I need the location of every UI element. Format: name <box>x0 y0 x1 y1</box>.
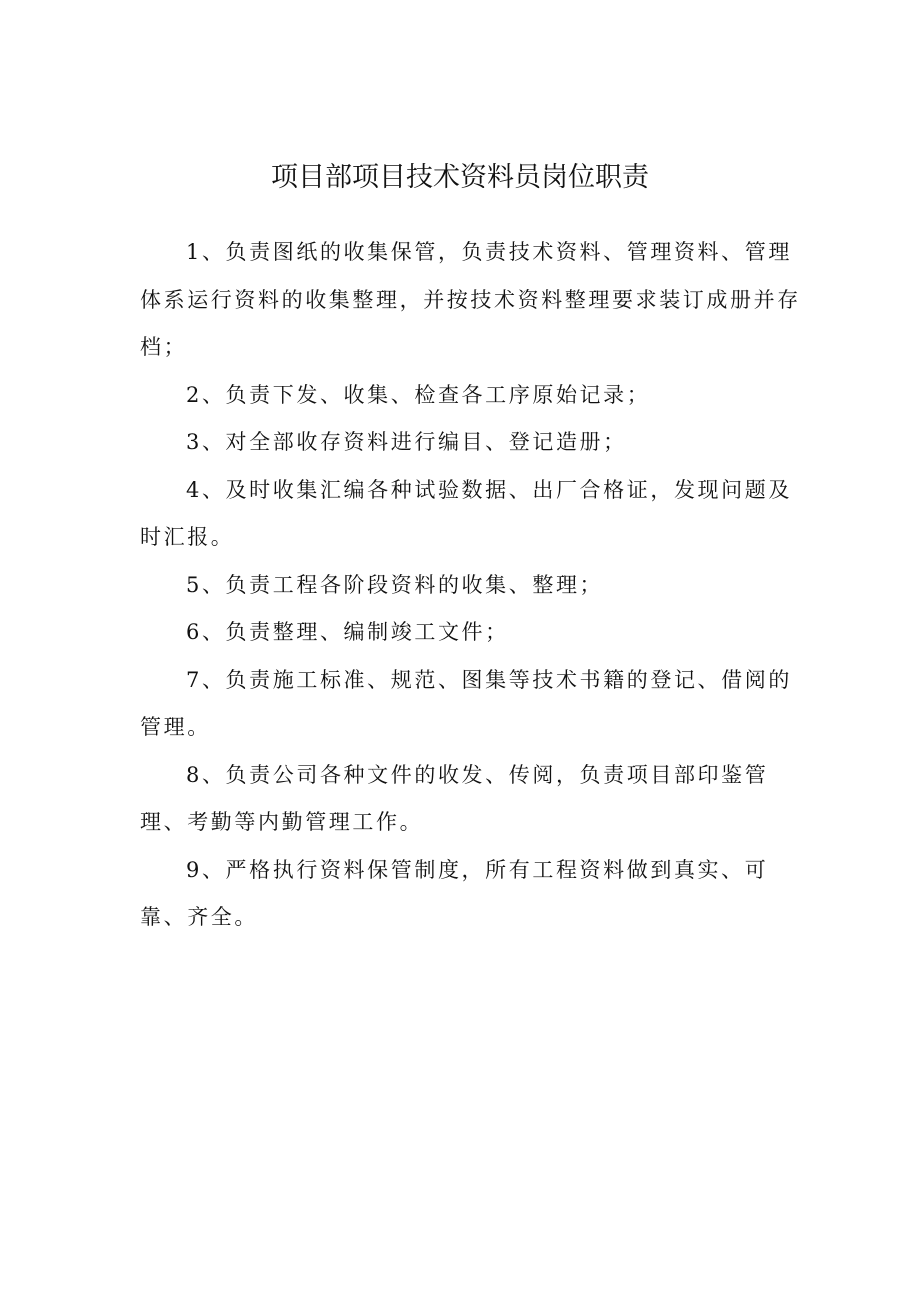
duty-item-3: 3、对全部收存资料进行编目、登记造册； <box>186 430 627 454</box>
duty-item-6: 6、负责整理、编制竣工文件； <box>186 620 509 644</box>
duty-item-9: 9、严格执行资料保管制度，所有工程资料做到真实、可靠、齐全。 <box>140 857 769 929</box>
duty-item-7: 7、负责施工标准、规范、图集等技术书籍的登记、借阅的管理。 <box>140 667 792 739</box>
document-body <box>140 229 805 942</box>
duty-item-1: 1、负责图纸的收集保管，负责技术资料、管理资料、管理体系运行资料的收集整理，并按技术资料整理要求装订成册并存档； <box>140 240 801 359</box>
document-title: 项目部项目技术资料员岗位职责 <box>271 162 649 193</box>
duty-item-8: 8、负责公司各种文件的收发、传阅，负责项目部印鉴管理、考勤等内勤管理工作。 <box>140 762 769 834</box>
duty-item-2: 2、负责下发、收集、检查各工序原始记录； <box>186 382 651 407</box>
duty-item-5: 5、负责工程各阶段资料的收集、整理； <box>186 572 604 597</box>
duty-item-4: 4、及时收集汇编各种试验数据、出厂合格证，发现问题及时汇报。 <box>140 477 792 549</box>
